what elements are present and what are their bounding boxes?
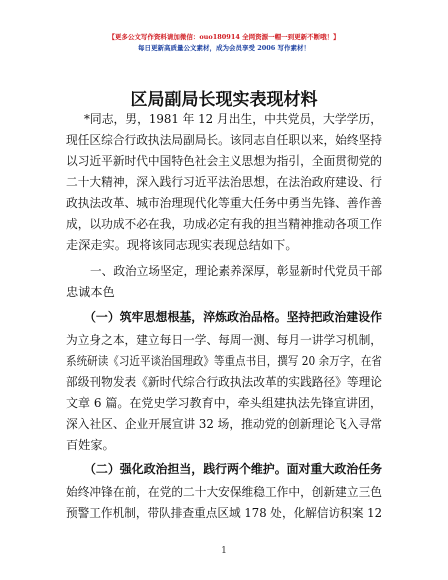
body-line: 文章 6 篇。在党史学习教育中，牵头组建执法先锋宣讲团， — [66, 396, 382, 410]
body-line: 二十大精神，深入践行习近平法治思想，在法治政府建设、行 — [66, 175, 382, 189]
section-heading: 忠诚本色 — [66, 285, 115, 299]
subsection-heading: （二）强化政治担当，践行两个维护。面对重大政治任务 — [84, 462, 382, 476]
body-line: 以习近平新时代中国特色社会主义思想为指引，全面贯彻党的 — [66, 154, 382, 168]
body-line: 始终冲锋在前，在党的二十大安保维稳工作中，创新建立三色 — [66, 485, 382, 499]
body-line: 深入社区、企业开展宣讲 32 场，推动党的创新理论飞入寻常 — [66, 417, 382, 431]
body-line: 部级刊物发表《新时代综合行政执法改革的实践路径》等理论 — [66, 375, 382, 389]
body-line: 现任区综合行政执法局副局长。该同志自任职以来，始终坚持 — [66, 133, 382, 147]
page-number: 1 — [221, 546, 227, 556]
body-line: 成，以功成不必在我，功成必定有我的担当精神推动各项工作 — [66, 217, 382, 231]
body-line: *同志，男，1981 年 12 月出生，中共党员，大学学历， — [84, 112, 382, 126]
body-line: 政执法改革、城市治理现代化等重大任务中勇当先锋、善作善 — [66, 196, 382, 210]
promo-banner-line-1: 【更多公文写作资料请加微信：ouo180914 全网资源一帽一到更新不断哦！】 — [108, 33, 340, 41]
subsection-heading: （一）筑牢思想根基，淬炼政治品格。坚持把政治建设作 — [84, 310, 382, 324]
document-title: 区局副局长现实表现材料 — [130, 90, 318, 110]
body-line: 预警工作机制，带队排查重点区域 178 处，化解信访积案 12 — [66, 506, 382, 520]
body-line: 为立身之本，建立每日一学、每周一测、每月一讲学习机制， — [66, 333, 382, 347]
promo-banner-line-2: 每日更新高质量公文素材，成为会员享受 2006 写作素材！ — [137, 44, 311, 52]
body-line: 走深走实。现将该同志现实表现总结如下。 — [66, 238, 298, 252]
body-line: 百姓家。 — [66, 438, 115, 452]
section-heading: 一、政治立场坚定，理论素养深厚，彰显新时代党员干部 — [90, 264, 382, 278]
body-line: 系统研读《习近平谈治国理政》等重点书目，撰写 20 余万字，在省 — [66, 354, 382, 368]
